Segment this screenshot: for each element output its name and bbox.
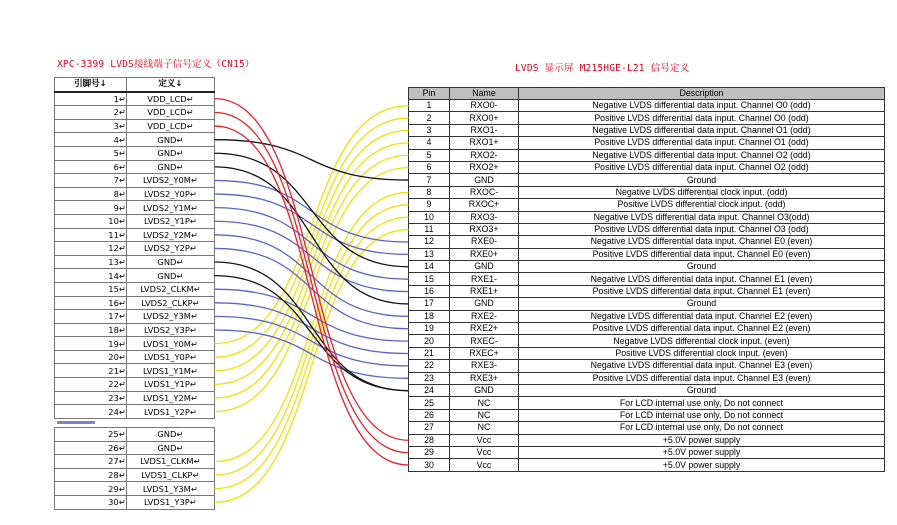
cn15-pin-signal: LVDS2_CLKP↵ <box>126 296 214 310</box>
lcd-pin-number: 30 <box>409 459 450 471</box>
cn15-pin-number: 1↵ <box>55 92 127 106</box>
lcd-pin-name: RXE0+ <box>450 248 519 260</box>
lcd-pin-number: 19 <box>409 323 450 335</box>
wire-lvds2 <box>215 248 409 328</box>
cn15-pin-number: 25↵ <box>55 428 127 442</box>
lcd-pin-description: Ground <box>519 261 885 273</box>
lcd-pin-number: 9 <box>409 199 450 211</box>
wire-power <box>215 126 409 465</box>
lcd-pin-description: Positive LVDS differential data input. Channel O2 (odd) <box>519 161 885 173</box>
lcd-pin-description: Negative LVDS differential data input. Channel O2 (odd) <box>519 149 885 161</box>
lcd-pin-number: 8 <box>409 186 450 198</box>
wire-lvds2 <box>215 303 409 354</box>
cn15-pin-number: 9↵ <box>55 201 127 215</box>
lcd-pin-number: 24 <box>409 384 450 396</box>
cn15-pin-number: 13↵ <box>55 255 127 269</box>
cn15-pin-signal: LVDS2_Y1P↵ <box>126 214 214 228</box>
lcd-pin-name: RXE2+ <box>450 323 519 335</box>
lcd-pin-description: Negative LVDS differential data input. Channel E2 (even) <box>519 310 885 322</box>
lcd-pin-description: Positive LVDS differential data input. Channel O0 (odd) <box>519 112 885 124</box>
cn15-pin-signal: LVDS1_Y0M↵ <box>126 337 214 351</box>
cn15-pin-number: 18↵ <box>55 323 127 337</box>
cn15-pin-number: 28↵ <box>55 468 127 482</box>
cn15-pin-signal: LVDS2_Y3P↵ <box>126 323 214 337</box>
lcd-pin-number: 28 <box>409 434 450 446</box>
wire-lvds2 <box>215 316 409 366</box>
lcd-pin-name: RXO0- <box>450 100 519 112</box>
lcd-pin-description: +5.0V power supply <box>519 446 885 458</box>
pin-header: Pin <box>409 88 450 100</box>
wire-ground <box>215 140 409 180</box>
lcd-pin-name: RXE1- <box>450 273 519 285</box>
wire-lvds2 <box>215 330 409 378</box>
lcd-pin-name: Vcc <box>450 434 519 446</box>
cn15-pin-number: 22↵ <box>55 378 127 392</box>
lcd-pin-description: Positive LVDS differential data input. Channel E2 (even) <box>519 323 885 335</box>
cn15-pin-signal: GND↵ <box>126 146 214 160</box>
lcd-pin-number: 25 <box>409 397 450 409</box>
lcd-pin-name: GND <box>450 174 519 186</box>
lcd-pin-description: +5.0V power supply <box>519 434 885 446</box>
lcd-pin-name: RXE0- <box>450 236 519 248</box>
cn15-pin-signal: LVDS1_Y1M↵ <box>126 364 214 378</box>
wire-lvds2 <box>215 194 409 254</box>
cn15-pin-number: 23↵ <box>55 391 127 405</box>
lcd-pin-number: 15 <box>409 273 450 285</box>
cn15-pin-signal: GND↵ <box>126 160 214 174</box>
cn15-pin-signal: VDD_LCD↵ <box>126 119 214 133</box>
lcd-pin-number: 7 <box>409 174 450 186</box>
pin-number-header: 引脚号↓ <box>55 78 127 92</box>
cn15-pin-number: 30↵ <box>55 495 127 509</box>
lcd-pin-description: Negative LVDS differential data input. Channel E3 (even) <box>519 360 885 372</box>
cn15-pin-number: 15↵ <box>55 282 127 296</box>
lcd-pin-description: Ground <box>519 384 885 396</box>
cn15-pin-number: 29↵ <box>55 482 127 496</box>
cn15-pin-number: 24↵ <box>55 405 127 419</box>
cn15-pin-signal: LVDS1_Y3M↵ <box>126 482 214 496</box>
cn15-pin-signal: LVDS1_Y1P↵ <box>126 378 214 392</box>
cn15-pin-signal: LVDS2_Y2P↵ <box>126 242 214 256</box>
lcd-pin-description: +5.0V power supply <box>519 459 885 471</box>
cn15-pin-number: 14↵ <box>55 269 127 283</box>
cn15-pin-number: 7↵ <box>55 174 127 188</box>
lcd-pin-description: Positive LVDS differential data input. Channel E0 (even) <box>519 248 885 260</box>
cn15-pin-number: 21↵ <box>55 364 127 378</box>
cn15-pin-signal: VDD_LCD↵ <box>126 106 214 120</box>
cn15-pin-signal: GND↵ <box>126 133 214 147</box>
cn15-pin-number: 20↵ <box>55 350 127 364</box>
lcd-pin-name: GND <box>450 298 519 310</box>
lcd-pin-number: 29 <box>409 446 450 458</box>
definition-header: 定义↓ <box>126 78 214 92</box>
lcd-pin-number: 10 <box>409 211 450 223</box>
lcd-pin-description: Negative LVDS differential data input. Channel E0 (even) <box>519 236 885 248</box>
lcd-pin-number: 21 <box>409 347 450 359</box>
lcd-pin-name: RXE3+ <box>450 372 519 384</box>
wire-ground <box>215 276 409 391</box>
cn15-pin-signal: LVDS2_CLKM↵ <box>126 282 214 296</box>
lcd-pin-number: 12 <box>409 236 450 248</box>
cn15-pin-signal: LVDS1_Y2M↵ <box>126 391 214 405</box>
lcd-pin-name: RXO2- <box>450 149 519 161</box>
cn15-pin-signal: VDD_LCD↵ <box>126 92 214 106</box>
lcd-pin-description: Positive LVDS differential data input. Channel E3 (even) <box>519 372 885 384</box>
cn15-pin-signal: LVDS1_Y0P↵ <box>126 350 214 364</box>
lcd-pin-description: Negative LVDS differential data input. Channel O0 (odd) <box>519 100 885 112</box>
cn15-pin-number: 3↵ <box>55 119 127 133</box>
cn15-pin-number: 17↵ <box>55 310 127 324</box>
cn15-pin-signal: LVDS2_Y1M↵ <box>126 201 214 215</box>
lcd-pin-number: 17 <box>409 298 450 310</box>
cn15-pin-signal: GND↵ <box>126 428 214 442</box>
lcd-pin-number: 11 <box>409 223 450 235</box>
cn15-pin-number: 16↵ <box>55 296 127 310</box>
lcd-pin-name: NC <box>450 409 519 421</box>
lcd-pin-description: Negative LVDS differential clock input. (even) <box>519 335 885 347</box>
lcd-pin-number: 3 <box>409 124 450 136</box>
lcd-pin-description: Positive LVDS differential clock input. (odd) <box>519 199 885 211</box>
lcd-pin-number: 6 <box>409 161 450 173</box>
lcd-pin-description: Positive LVDS differential clock input. (even) <box>519 347 885 359</box>
cn15-pin-signal: LVDS2_Y0M↵ <box>126 174 214 188</box>
cn15-pin-number: 10↵ <box>55 214 127 228</box>
cn15-pin-number: 8↵ <box>55 187 127 201</box>
cn15-pin-number: 2↵ <box>55 106 127 120</box>
lcd-pin-name: RXO1- <box>450 124 519 136</box>
lcd-pin-name: RXE1+ <box>450 285 519 297</box>
lcd-pin-number: 1 <box>409 100 450 112</box>
lcd-pin-name: RXOC- <box>450 186 519 198</box>
cn15-pin-signal: GND↵ <box>126 269 214 283</box>
wire-lvds1 <box>215 217 409 488</box>
wire-power <box>215 112 409 452</box>
lcd-pin-number: 18 <box>409 310 450 322</box>
lcd-pin-description: Ground <box>519 174 885 186</box>
lcd-pin-number: 20 <box>409 335 450 347</box>
lcd-pin-name: GND <box>450 261 519 273</box>
cn15-pin-signal: GND↵ <box>126 441 214 455</box>
lcd-pin-description: Positive LVDS differential data input. Channel O3 (odd) <box>519 223 885 235</box>
cn15-pin-signal: LVDS1_CLKM↵ <box>126 455 214 469</box>
lcd-pin-name: RXEC- <box>450 335 519 347</box>
cn15-pin-signal: LVDS2_Y3M↵ <box>126 310 214 324</box>
lcd-pin-name: RXE3- <box>450 360 519 372</box>
cn15-pin-number: 12↵ <box>55 242 127 256</box>
lcd-pin-description: Negative LVDS differential clock input. (odd) <box>519 186 885 198</box>
lcd-pin-name: RXO3- <box>450 211 519 223</box>
lcd-pin-name: Vcc <box>450 459 519 471</box>
lcd-pin-number: 23 <box>409 372 450 384</box>
cn15-pin-number: 11↵ <box>55 228 127 242</box>
cn15-pin-number: 27↵ <box>55 455 127 469</box>
cn15-pin-number: 26↵ <box>55 441 127 455</box>
lcd-pin-name: RXOC+ <box>450 199 519 211</box>
cn15-pin-signal: LVDS1_CLKP↵ <box>126 468 214 482</box>
lcd-pin-number: 22 <box>409 360 450 372</box>
lcd-pin-name: RXO1+ <box>450 137 519 149</box>
lcd-pin-number: 16 <box>409 285 450 297</box>
left-connector-title: XPC-3399 LVDS接线端子信号定义（CN15） <box>57 59 255 70</box>
lcd-pin-description: For LCD internal use only, Do not connect <box>519 409 885 421</box>
wire-lvds2 <box>215 180 409 242</box>
lcd-pin-description: Positive LVDS differential data input. Channel O1 (odd) <box>519 137 885 149</box>
lcd-pin-number: 27 <box>409 422 450 434</box>
lcd-pin-number: 4 <box>409 137 450 149</box>
cn15-pin-number: 6↵ <box>55 160 127 174</box>
cn15-pin-number: 5↵ <box>55 146 127 160</box>
lcd-pin-name: RXE2- <box>450 310 519 322</box>
lcd-pin-name: GND <box>450 384 519 396</box>
lcd-pin-number: 13 <box>409 248 450 260</box>
cn15-pin-number: 4↵ <box>55 133 127 147</box>
lcd-pin-description: Negative LVDS differential data input. Channel O1 (odd) <box>519 124 885 136</box>
cn15-pin-signal: LVDS2_Y2M↵ <box>126 228 214 242</box>
cn15-pin-signal: LVDS1_Y2P↵ <box>126 405 214 419</box>
lcd-pin-name: RXEC+ <box>450 347 519 359</box>
lcd-pin-description: Positive LVDS differential data input. Channel E1 (even) <box>519 285 885 297</box>
lcd-pin-number: 26 <box>409 409 450 421</box>
lcd-pin-name: RXO2+ <box>450 161 519 173</box>
lcd-pin-description: Negative LVDS differential data input. Channel E1 (even) <box>519 273 885 285</box>
lcd-pin-number: 14 <box>409 261 450 273</box>
lcd-pin-name: NC <box>450 422 519 434</box>
cn15-pin-number: 19↵ <box>55 337 127 351</box>
lcd-pin-name: Vcc <box>450 446 519 458</box>
lcd-pin-number: 2 <box>409 112 450 124</box>
lcd-pin-name: RXO0+ <box>450 112 519 124</box>
name-header: Name <box>450 88 519 100</box>
lcd-pin-description: For LCD internal use only, Do not connect <box>519 422 885 434</box>
cn15-pin-signal: GND↵ <box>126 255 214 269</box>
cn15-pin-signal: LVDS2_Y0P↵ <box>126 187 214 201</box>
right-panel-title: LVDS 显示屏 M215HGE-L21 信号定义 <box>515 63 690 74</box>
lcd-pin-name: NC <box>450 397 519 409</box>
lcd-pin-description: For LCD internal use only, Do not connect <box>519 397 885 409</box>
description-header: Description <box>519 88 885 100</box>
lcd-pin-name: RXO3+ <box>450 223 519 235</box>
cn15-pin-signal: LVDS1_Y3P↵ <box>126 495 214 509</box>
lcd-pin-number: 5 <box>409 149 450 161</box>
lcd-pin-description: Negative LVDS differential data input. Channel O3(odd) <box>519 211 885 223</box>
lcd-pin-description: Ground <box>519 298 885 310</box>
